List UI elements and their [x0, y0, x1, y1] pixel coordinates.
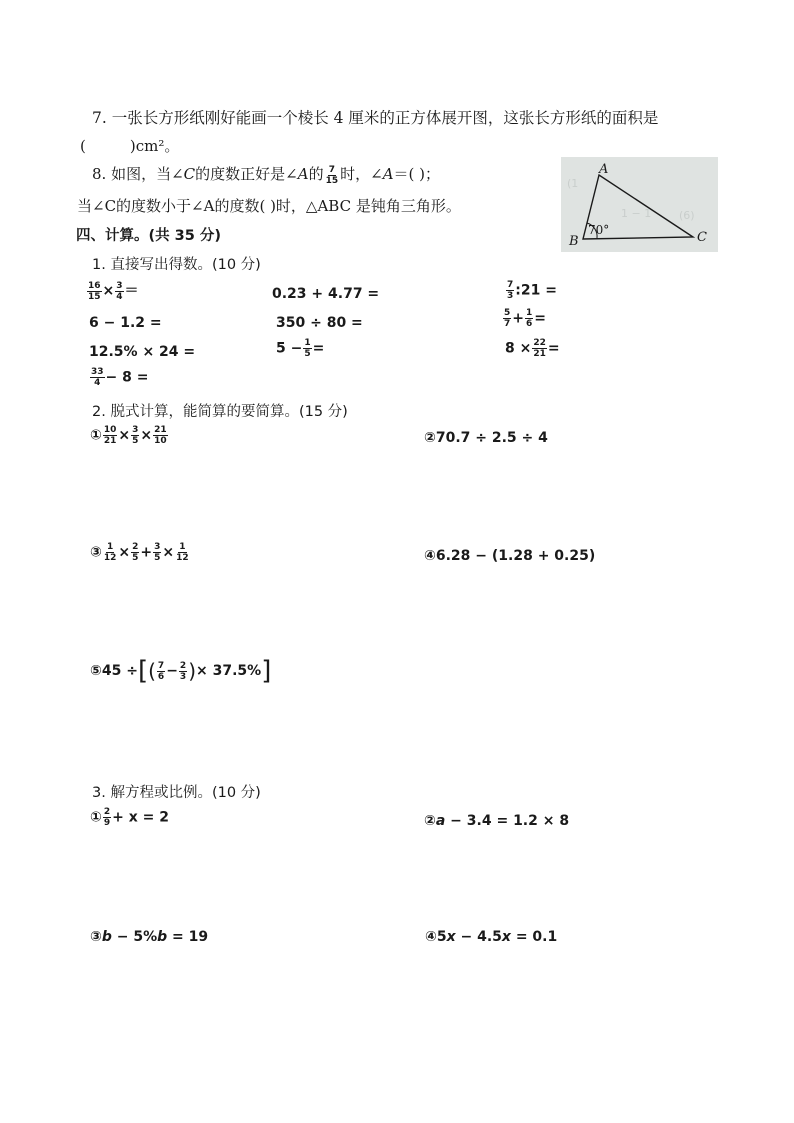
triangle-diagram	[561, 157, 718, 252]
step-calc-5: ⑤45 ÷[( $\frac{7}{6}$ − $\frac{2}{3}$ )× 37.5%]	[90, 656, 272, 686]
part-3-title: 3. 解方程或比例。(10 分)	[92, 785, 261, 801]
step-calc-4: ④6.28 − (1.28 + 0.25)	[424, 548, 596, 564]
oral-calc-item: 6 − 1.2 =	[89, 315, 162, 331]
oral-calc-item: 350 ÷ 80 =	[276, 315, 363, 331]
equation-4: ④5x − 4.5x = 0.1	[425, 929, 558, 945]
vertex-label-a: A	[599, 162, 609, 177]
oral-calc-item: 0.23 + 4.77 =	[272, 286, 380, 302]
equation-2: ②a − 3.4 = 1.2 × 8	[424, 813, 570, 829]
svg-text:(6): (6)	[679, 209, 695, 222]
oral-calc-item: $\frac{16}{15}$ × $\frac{3}{4}$ ＝	[88, 280, 139, 302]
question-7-line2	[80, 135, 179, 156]
oral-calc-item: $\frac{5}{7}$ + $\frac{1}{6}$ =	[504, 308, 546, 329]
svg-text:(1: (1	[567, 177, 579, 190]
triangle-figure	[561, 157, 718, 252]
part-2-title: 2. 脱式计算，能简算的要简算。(15 分)	[92, 404, 348, 420]
fraction: $\frac{7}{15}$	[325, 164, 339, 186]
question-8-line2: 当∠C的度数小于∠A的度数( )时，△ABC 是钝角三角形。	[77, 197, 461, 215]
oral-calc-item: 12.5% × 24 =	[89, 344, 196, 360]
oral-calc-item: 5 − $\frac{1}{5}$ =	[276, 338, 325, 359]
oral-calc-item: $\frac{7}{3}$ :21 =	[507, 280, 557, 301]
oral-calc-item: $\frac{33}{4}$ − 8 =	[91, 367, 149, 388]
svg-text:1 − 1: 1 − 1	[621, 207, 652, 220]
answer-blank-open: (	[80, 137, 86, 155]
unit-text: )cm²。	[129, 137, 180, 155]
section-4-title: 四、计算。(共 35 分)	[76, 228, 222, 244]
question-8-line1: 8. 如图，当∠C的度数正好是∠A的 $\frac{7}{15}$ 时，∠A＝( )；	[92, 164, 441, 186]
vertex-label-b: B	[569, 234, 579, 249]
step-calc-1: ① $\frac{10}{21}$ × $\frac{3}{5}$ × $\frac{21}{10}$	[90, 425, 167, 446]
answer-blank[interactable]: ＝( )；	[393, 165, 441, 183]
oral-calc-item: 8 × $\frac{22}{21}$ =	[505, 338, 560, 359]
part-1-title: 1. 直接写出得数。(10 分)	[92, 257, 261, 273]
angle-label: 70°	[588, 223, 610, 237]
step-calc-2: ②70.7 ÷ 2.5 ÷ 4	[424, 430, 548, 446]
equation-3: ③b − 5%b = 19	[90, 929, 209, 945]
question-7-line1: 7. 一张长方形纸刚好能画一个棱长 4 厘米的正方体展开图，这张长方形纸的面积是	[92, 109, 659, 127]
vertex-label-c: C	[697, 230, 707, 245]
equation-1: ① $\frac{2}{9}$ + x = 2	[90, 807, 169, 828]
step-calc-3: ③ $\frac{1}{12}$ × $\frac{2}{5}$ + $\frac{3}{5}$ × $\frac{1}{12}$	[90, 542, 189, 563]
